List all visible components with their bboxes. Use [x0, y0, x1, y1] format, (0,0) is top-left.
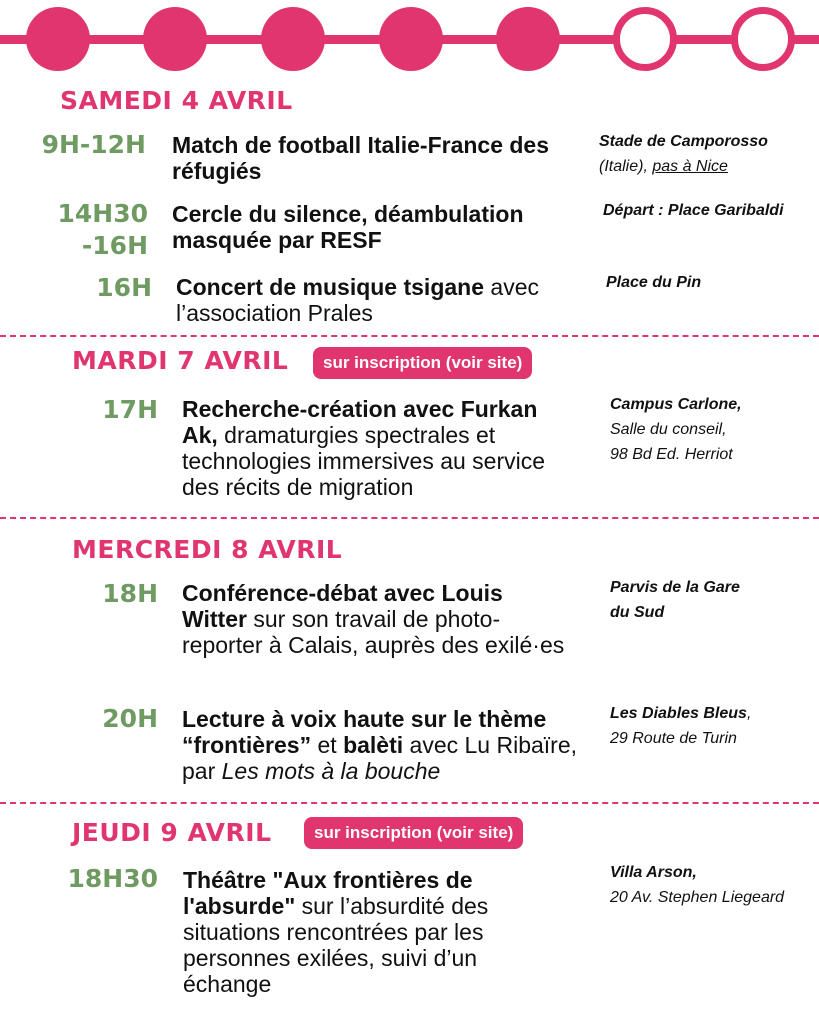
event-details: avec Lu Ribaïre, par [182, 732, 578, 784]
day-separator [0, 517, 819, 519]
event-time-end: -16H [81, 231, 148, 260]
event-location [610, 392, 810, 467]
timeline-dot-filled [379, 7, 443, 71]
event-time: 9H-12H [41, 130, 146, 159]
timeline-dot-filled [143, 7, 207, 71]
location-line: Place du Pin [606, 274, 702, 291]
event-location [610, 575, 810, 625]
location-line: 29 Route de Turin [610, 730, 737, 747]
location-line: Départ : Place Garibaldi [603, 202, 784, 219]
location-note: pas à Nice [652, 158, 728, 175]
event-location [610, 860, 815, 910]
event-time: 20H [102, 704, 158, 733]
event-description [176, 274, 576, 326]
event-time: 17H [102, 395, 158, 424]
timeline-dot-empty [731, 7, 795, 71]
timeline [0, 0, 819, 80]
event-title: Concert de musique tsigane [176, 274, 485, 300]
event-description [182, 580, 567, 658]
location-line: 98 Bd Ed. Herriot [610, 446, 733, 463]
event-title: Théâtre "Aux frontières de l'absurde" [183, 867, 473, 919]
event-title: Recherche-création avec Furkan Ak, [182, 396, 538, 448]
event-title: Match de football Italie-France des réfugiés [172, 132, 550, 184]
event-description [172, 132, 572, 184]
event-time [20, 198, 148, 262]
location-line: 20 Av. Stephen Liegeard [610, 889, 785, 906]
location-line: Villa Arson, [610, 864, 697, 881]
event-title: Conférence-débat avec Louis Witter [182, 580, 503, 632]
day-heading: MERCREDI 8 AVRIL [72, 535, 343, 564]
location-line: du Sud [610, 604, 665, 621]
location-line: Les Diables Bleus [610, 705, 747, 722]
registration-badge: sur inscription (voir site) [313, 347, 532, 379]
event-description [183, 867, 568, 997]
timeline-dot-filled [26, 7, 90, 71]
location-line: Salle du conseil, [610, 421, 727, 438]
event-details: sur l’absurdité des situations rencontrées par les personnes exilées, suivi d’un échange [183, 893, 489, 997]
day-heading: MARDI 7 AVRIL [72, 346, 289, 375]
location-line: Campus Carlone, [610, 396, 742, 413]
location-line: Stade de Camporosso [599, 133, 768, 150]
event-details: avec l’association Prales [176, 274, 539, 326]
registration-badge: sur inscription (voir site) [304, 817, 523, 849]
event-time: 16H [96, 273, 152, 302]
location-line: (Italie), [599, 158, 653, 175]
timeline-dot-filled [496, 7, 560, 71]
event-title: balèti [343, 732, 404, 758]
event-time-start: 14H30 [57, 199, 148, 228]
location-line: Parvis de la Gare [610, 579, 740, 596]
location-line: , [746, 705, 752, 722]
timeline-dot-empty [613, 7, 677, 71]
event-time: 18H [102, 579, 158, 608]
event-title: Lecture à voix haute sur le thème “frontières” [182, 706, 547, 758]
event-details: dramaturgies spectrales et technologies immersives au service des récits de migration [182, 422, 546, 500]
event-title: Cercle du silence, déambulation masquée par RESF [172, 201, 524, 253]
event-details: sur son travail de photo-reporter à Calais, auprès des exilé·es [182, 606, 565, 658]
day-separator [0, 335, 819, 337]
timeline-dot-filled [261, 7, 325, 71]
event-location [603, 198, 813, 223]
event-description [182, 396, 577, 500]
day-heading: JEUDI 9 AVRIL [72, 818, 272, 847]
event-details: et [311, 732, 344, 758]
day-separator [0, 802, 819, 804]
event-time: 18H30 [67, 864, 158, 893]
day-heading: SAMEDI 4 AVRIL [60, 86, 293, 115]
event-location [606, 270, 806, 295]
event-location [599, 129, 809, 179]
event-location [610, 701, 810, 751]
event-description [172, 201, 572, 253]
event-description [182, 706, 582, 784]
event-details-italic: Les mots à la bouche [221, 758, 441, 784]
